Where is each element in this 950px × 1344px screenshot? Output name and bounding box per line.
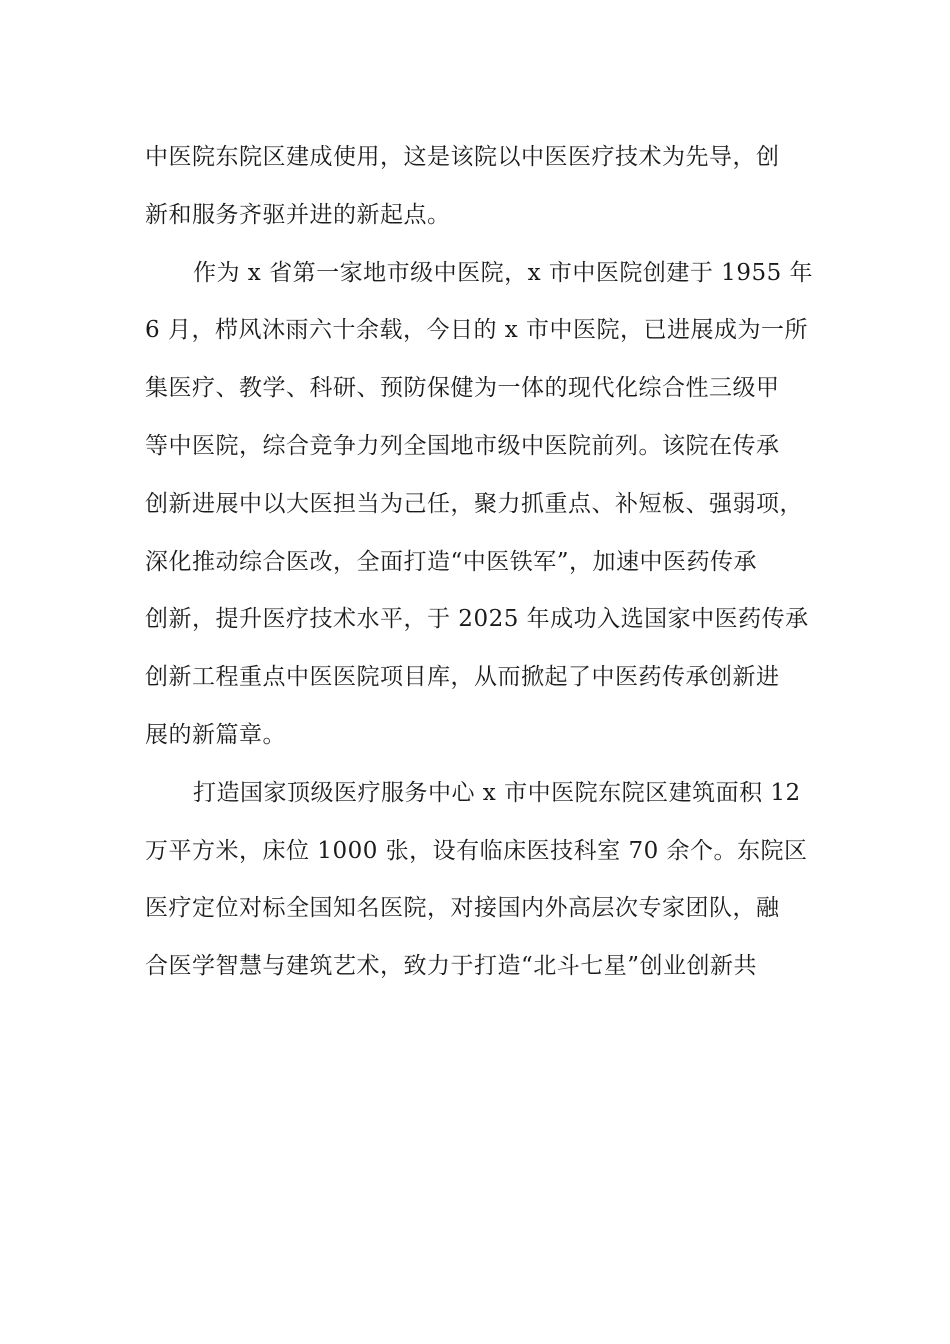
text-line: 万平方米，床位 1000 张，设有临床医技科室 70 余个。东院区 bbox=[145, 837, 808, 864]
text-line: 6 月，栉风沐雨六十余载，今日的 x 市中医院，已进展成为一所 bbox=[145, 317, 809, 344]
text-line: 作为 x 省第一家地市级中医院，x 市中医院创建于 1955 年 bbox=[193, 259, 814, 286]
text-line: 等中医院，综合竞争力列全国地市级中医院前列。该院在传承 bbox=[145, 432, 780, 459]
text-line: 新和服务齐驱并进的新起点。 bbox=[145, 201, 451, 228]
text-line: 深化推动综合医改，全面打造“中医铁军”，加速中医药传承 bbox=[145, 548, 758, 575]
text-line: 创新，提升医疗技术水平，于 2025 年成功入选国家中医药传承 bbox=[145, 606, 809, 633]
text-line: 创新工程重点中医医院项目库，从而掀起了中医药传承创新进 bbox=[145, 664, 780, 691]
text-line: 展的新篇章。 bbox=[145, 721, 286, 748]
text-line: 创新进展中以大医担当为己任，聚力抓重点、补短板、强弱项， bbox=[145, 490, 803, 517]
text-line: 医疗定位对标全国知名医院，对接国内外高层次专家团队，融 bbox=[145, 895, 780, 922]
text-line: 中医院东院区建成使用，这是该院以中医医疗技术为先导，创 bbox=[145, 144, 780, 170]
document-body bbox=[145, 129, 814, 996]
text-line: 打造国家顶级医疗服务中心 x 市中医院东院区建筑面积 12 bbox=[193, 779, 801, 806]
text-line: 合医学智慧与建筑艺术，致力于打造“北斗七星”创业创新共 bbox=[145, 953, 758, 980]
text-line: 集医疗、教学、科研、预防保健为一体的现代化综合性三级甲 bbox=[145, 375, 780, 402]
